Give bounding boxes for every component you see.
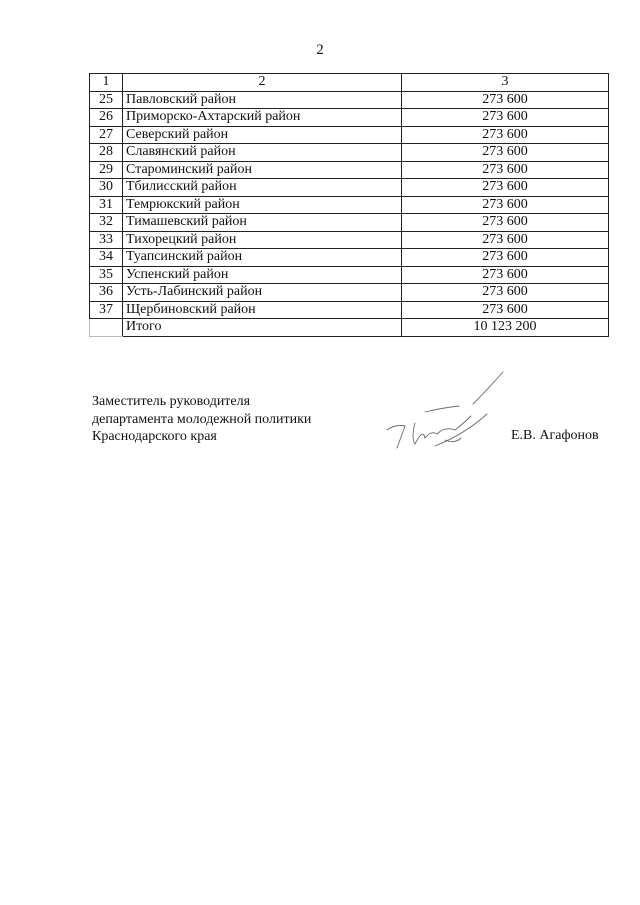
table-body [90,74,609,337]
row-value-cell: 273 600 [402,161,609,179]
signatory-position-line: департамента молодежной политики [92,411,312,427]
table-header-row [90,74,609,92]
table-row [90,179,609,197]
row-number-cell: 31 [90,196,123,214]
row-number-cell: 32 [90,214,123,232]
row-number-cell: 35 [90,266,123,284]
handwritten-signature [375,368,515,460]
table-total-row [90,319,609,337]
row-number-cell: 33 [90,231,123,249]
table-row [90,161,609,179]
row-number-cell: 34 [90,249,123,267]
row-value-cell: 273 600 [402,214,609,232]
row-number-cell: 36 [90,284,123,302]
table-row [90,91,609,109]
row-value-cell: 273 600 [402,301,609,319]
table-row [90,144,609,162]
row-value-cell: 273 600 [402,196,609,214]
allocation-table [89,73,609,337]
row-name-cell: Староминский район [123,161,402,179]
header-cell-number: 1 [90,74,123,92]
signatory-name: Е.В. Агафонов [511,428,599,443]
row-value-cell: 273 600 [402,249,609,267]
row-value-cell: 273 600 [402,109,609,127]
row-name-cell: Павловский район [123,91,402,109]
total-value-cell: 10 123 200 [402,319,609,337]
row-name-cell: Щербиновский район [123,301,402,319]
row-value-cell: 273 600 [402,126,609,144]
table-row [90,109,609,127]
row-name-cell: Приморско-Ахтарский район [123,109,402,127]
table-row [90,284,609,302]
row-name-cell: Усть-Лабинский район [123,284,402,302]
row-value-cell: 273 600 [402,266,609,284]
table-row [90,196,609,214]
row-value-cell: 273 600 [402,179,609,197]
header-cell-name: 2 [123,74,402,92]
row-name-cell: Славянский район [123,144,402,162]
total-label-cell: Итого [123,319,402,337]
table-row [90,126,609,144]
table-row [90,249,609,267]
row-number-cell: 28 [90,144,123,162]
signatory-position-line: Заместитель руководителя [92,394,251,409]
table-row [90,301,609,319]
row-name-cell: Тбилисский район [123,179,402,197]
page-number: 2 [316,42,324,58]
row-name-cell: Северский район [123,126,402,144]
table-row [90,214,609,232]
row-value-cell: 273 600 [402,284,609,302]
row-number-cell: 26 [90,109,123,127]
row-name-cell: Туапсинский район [123,249,402,267]
row-number-cell: 25 [90,91,123,109]
row-number-cell: 37 [90,301,123,319]
table-row [90,266,609,284]
row-value-cell: 273 600 [402,144,609,162]
row-value-cell: 273 600 [402,91,609,109]
row-name-cell: Темрюкский район [123,196,402,214]
signatory-position-line: Краснодарского края [92,429,217,444]
header-cell-value: 3 [402,74,609,92]
row-name-cell: Тимашевский район [123,214,402,232]
row-number-cell: 30 [90,179,123,197]
total-number-cell [90,319,123,337]
row-name-cell: Тихорецкий район [123,231,402,249]
signatory-position [92,393,311,446]
row-name-cell: Успенский район [123,266,402,284]
table-row [90,231,609,249]
row-value-cell: 273 600 [402,231,609,249]
row-number-cell: 27 [90,126,123,144]
row-number-cell: 29 [90,161,123,179]
